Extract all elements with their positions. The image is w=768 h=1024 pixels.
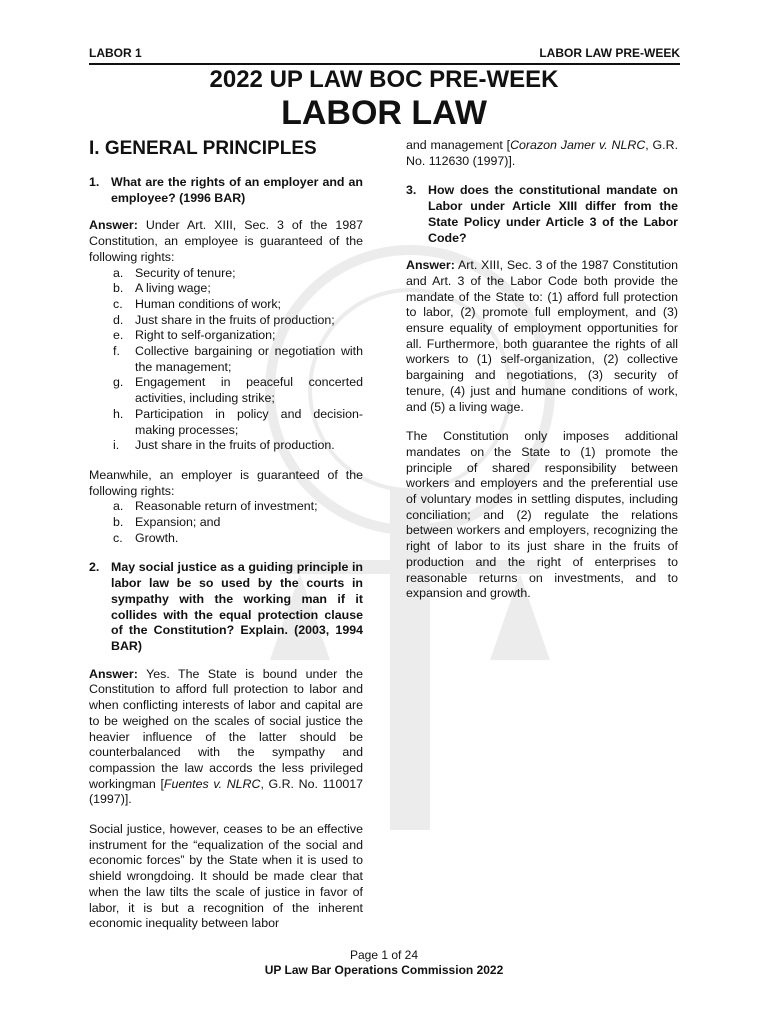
footer-organization: UP Law Bar Operations Commission 2022 <box>264 963 504 977</box>
list-text: Security of tenure; <box>135 265 236 280</box>
case-citation: Corazon Jamer v. NLRC <box>510 138 646 152</box>
header-right: LABOR LAW PRE-WEEK <box>539 46 680 60</box>
list-marker: d. <box>113 312 124 327</box>
answer-text: , G.R. No. 112630 (1997)]. <box>406 138 679 168</box>
answer-text: Art. XIII, Sec. 3 of the 1987 Constitution and Art. 3 of the Labor Code both provide the mandate of the State to: (1) afford full protection to labor, (2) promote full employment, and (3) ensure equality of employment opportunities for all. Furthermore, both guarantee the rights of all workers to (1) self-organization, (2) collective bargaining and negotiations, (3) security of tenure, (4) just and humane conditions of work, and (5) a living wage. <box>406 258 678 414</box>
answer-label: Answer: <box>89 218 138 233</box>
list-marker: c. <box>113 530 123 545</box>
list-text: Human conditions of work; <box>135 296 282 311</box>
list-marker: c. <box>113 296 123 311</box>
list-text: Right to self-organization; <box>135 328 276 343</box>
list-text: Reasonable return of investment; <box>135 499 318 514</box>
list-marker: e. <box>113 328 124 343</box>
list-marker: a. <box>113 265 124 280</box>
list-item <box>89 313 363 329</box>
page-number: Page 1 of 24 <box>349 948 419 962</box>
answer-3-paragraph-1 <box>406 258 678 415</box>
left-column <box>89 137 363 946</box>
list-item <box>89 344 363 375</box>
list-item <box>89 407 363 438</box>
answer-2-continuation <box>406 138 678 169</box>
employee-rights-list <box>89 266 363 454</box>
header-left: LABOR 1 <box>89 46 142 60</box>
list-item <box>89 499 363 515</box>
running-header <box>89 45 680 65</box>
case-citation: Fuentes v. NLRC <box>163 776 261 791</box>
question-number: 1. <box>89 175 100 189</box>
list-marker: b. <box>113 281 124 296</box>
list-text: Expansion; and <box>135 515 221 530</box>
list-text: Engagement in peaceful concerted activities, including strike; <box>135 375 363 406</box>
list-item <box>89 328 363 344</box>
employer-intro: Meanwhile, an employer is guaranteed of the following rights: <box>89 467 363 498</box>
list-marker: f. <box>113 344 120 359</box>
section-heading: I. GENERAL PRINCIPLES <box>89 138 317 159</box>
list-text: Just share in the fruits of production. <box>135 438 335 453</box>
list-marker: g. <box>113 375 124 390</box>
answer-label: Answer: <box>406 258 455 273</box>
list-item <box>89 281 363 297</box>
answer-label: Answer: <box>89 666 138 681</box>
question-3 <box>406 183 678 246</box>
list-text: Participation in policy and decision-making processes; <box>135 406 363 437</box>
list-item <box>89 515 363 531</box>
list-item <box>89 375 363 406</box>
list-marker: b. <box>113 515 124 530</box>
document-title: 2022 UP LAW BOC PRE-WEEK <box>209 66 559 93</box>
answer-text: and management [ <box>406 138 511 152</box>
question-2 <box>89 560 363 654</box>
question-text: May social justice as a guiding principle in labor law be so used by the courts in sympathy with the working man if it collides with the equal protection clause of the Constitution? Explain. (2003, 1994 BAR) <box>111 560 363 653</box>
list-item <box>89 438 363 454</box>
answer-2-paragraph-2: Social justice, however, ceases to be an effective instrument for the “equalization of the social and economic forces” by the State when it is used to shield wrongdoing. It should be made clear that when the law tilts the scale of justice in favor of labor, it is but a recognition of the inherent economic inequality between labor <box>89 822 363 931</box>
list-marker: i. <box>113 438 120 453</box>
question-1 <box>89 175 363 206</box>
answer-text: Under Art. XIII, Sec. 3 of the 1987 Constitution, an employee is guaranteed of the following rights: <box>89 218 363 264</box>
answer-1-intro <box>89 218 363 265</box>
page-footer <box>0 948 768 978</box>
list-marker: h. <box>113 406 124 421</box>
question-text: How does the constitutional mandate on Labor under Article XIII differ from the State Policy under Article 3 of the Labor Code? <box>428 183 678 245</box>
list-text: Growth. <box>135 530 179 545</box>
right-column <box>406 138 678 616</box>
list-text: Collective bargaining or negotiation with the management; <box>135 344 363 374</box>
employer-rights-list <box>89 499 363 546</box>
question-number: 3. <box>406 183 417 198</box>
list-item <box>89 266 363 282</box>
question-text: What are the rights of an employer and an employee? (1996 BAR) <box>111 175 363 205</box>
question-number: 2. <box>89 560 100 575</box>
answer-text: Yes. The State is bound under the Constitution to afford full protection to labor and when conflicting interests of labor and capital are to be weighed on the scales of social justice the heavier influence of the latter should be counterbalanced with the sympathy and compassion the law accords the less privileged workingman [ <box>89 666 364 791</box>
list-text: A living wage; <box>135 281 211 296</box>
document-subtitle: LABOR LAW <box>281 94 487 132</box>
list-marker: a. <box>113 499 124 514</box>
list-item <box>89 531 363 547</box>
list-item <box>89 297 363 313</box>
answer-text: , G.R. No. 110017 (1997)]. <box>89 776 364 807</box>
answer-3-paragraph-2: The Constitution only imposes additional mandates on the State to (1) promote the principle of shared responsibility between workers and employers and the preferential use of voluntary modes in settling disputes, including conciliation; and (2) regulate the relations between workers and employers, recognizing the right of labor to its just share in the fruits of production and the right of enterprises to reasonable returns on investments, and to expansion and growth. <box>406 429 678 601</box>
list-text: Just share in the fruits of production; <box>135 312 335 327</box>
answer-2-paragraph-1 <box>89 667 363 808</box>
